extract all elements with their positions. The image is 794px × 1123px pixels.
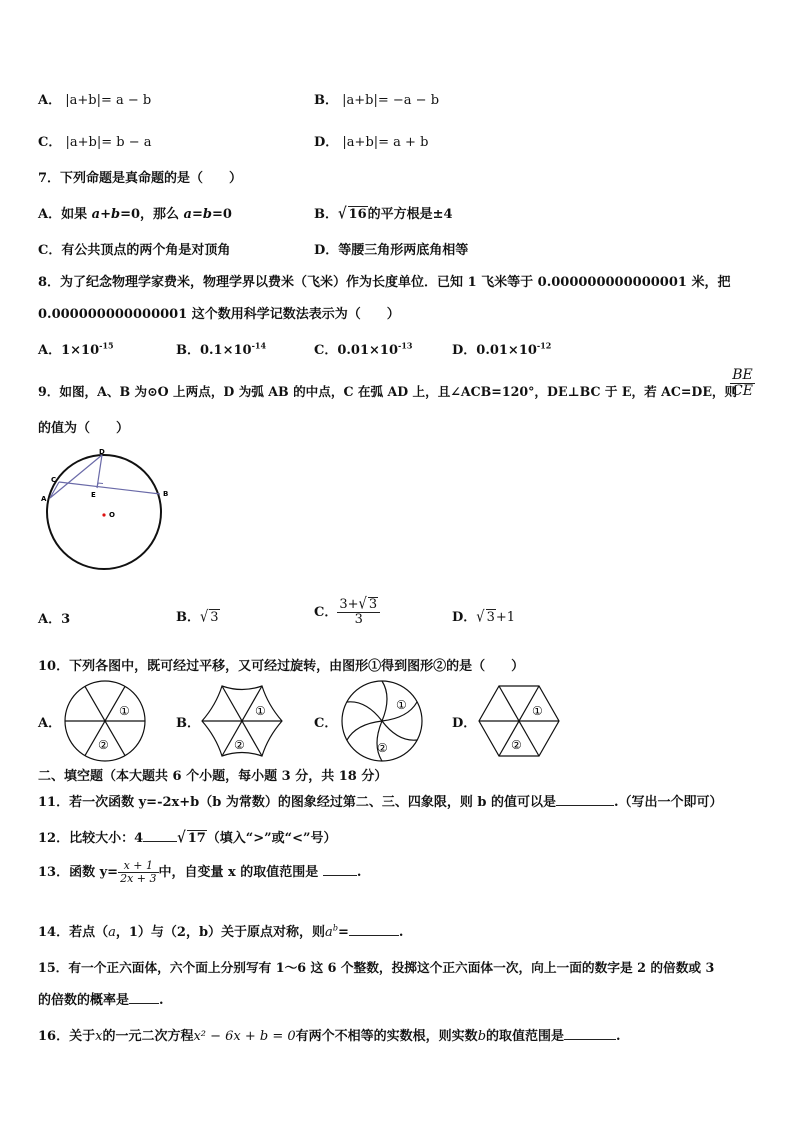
q8-option-a: A．$1\times 10^{-15}$ [38, 340, 114, 358]
answer-blank [129, 1003, 159, 1004]
q12: 12．比较大小：4 √ 17（填入“>”或“<”号） [38, 829, 337, 848]
q10-option-a-label: A． [38, 716, 62, 731]
label-d: D [99, 448, 105, 456]
mark-circled-1: ① [119, 704, 130, 718]
q11: 11．若一次函数 y=-2x+b（b 为常数）的图象经过第二、三、四象限，则 b 的值可以是 .（写出一个即可） [38, 795, 723, 810]
label-e: E [91, 491, 96, 499]
q9-option-a: A．3 [38, 612, 71, 627]
answer-blank [323, 875, 357, 876]
q7-stem: 7．下列命题是真命题的是（ ） [38, 171, 243, 186]
label-o: O [109, 511, 115, 519]
option-expression: |a+b|= b − a [65, 135, 152, 150]
segment-cb [59, 482, 160, 494]
mark-circled-2: ② [377, 741, 388, 755]
mark-circled-2: ② [234, 738, 245, 752]
q10-figure-b [200, 681, 284, 761]
circle-o [47, 455, 161, 569]
q9-stem-tail: 的值为（ ） [38, 421, 130, 436]
q13: 13．函数 y= $\frac{x + 1}{2x + 3}$ 中，自变量 x 的取值范围是 . [38, 859, 362, 886]
q10-option-b-label: B． [176, 716, 200, 731]
q8-option-c: C．$0.01\times 10^{-13}$ [314, 340, 413, 358]
option-letter: C． [38, 135, 62, 150]
radical-sign: √ [338, 205, 347, 224]
option-expression: |a+b|= a + b [342, 135, 429, 150]
option-letter: B． [314, 93, 338, 108]
option-expression: |a+b|= −a − b [342, 93, 440, 108]
mark-circled-2: ② [511, 738, 522, 752]
q8-stem-line2: 0.000000000000001 这个数用科学记数法表示为（ ） [38, 307, 400, 322]
option-letter: D． [314, 135, 339, 150]
q9-fraction: $\frac{BE}{CE}$ [732, 367, 753, 400]
q10-option-c-label: C． [314, 716, 338, 731]
answer-blank [143, 841, 177, 842]
label-b: B [163, 490, 169, 498]
mark-circled-2: ② [98, 738, 109, 752]
q6-option-d [314, 131, 428, 150]
q8-stem-line1: 8．为了纪念物理学家费米，物理学界以费米（飞米）作为长度单位．已知 1 飞米等于 0.000000000000001 米，把 [38, 275, 731, 290]
option-letter: A． [38, 93, 62, 108]
q7-option-b: B．√ 16的平方根是±4 [314, 205, 453, 224]
section-heading: 二、填空题（本大题共 6 个小题，每小题 3 分，共 18 分） [38, 769, 388, 784]
q10-stem: 10．下列各图中，既可经过平移，又可经过旋转，由图形①得到图形②的是（ ） [38, 659, 525, 674]
q9-stem: 9．如图，A、B 为⊙O 上两点，D 为弧 AB 的中点，C 在弧 AD 上，且∠ACB=120°，DE⊥BC 于 E，若 AC=DE，则 [38, 384, 738, 399]
q14: 14．若点（a，1）与（2，b）关于原点对称，则$a^b=$ . [38, 923, 404, 940]
q8-option-b: B．$0.1\times 10^{-14}$ [176, 340, 267, 358]
q15-line1: 15．有一个正六面体，六个面上分别写有 1～6 这 6 个整数，投掷这个正六面体一次，向上一面的数字是 2 的倍数或 3 [38, 960, 715, 975]
q9-option-c: C． $\frac{3+√ 3}{3}$ [314, 597, 380, 628]
q8-option-d: D．$0.01\times 10^{-12}$ [452, 340, 552, 358]
q10-figure-a [62, 679, 148, 763]
q16: 16．关于x的一元二次方程x² − 6x + b = 0有两个不相等的实数根，则实数b的取值范围是 . [38, 1029, 621, 1044]
circle-diagram [30, 445, 180, 575]
q7-option-c: C．有公共顶点的两个角是对顶角 [38, 243, 231, 258]
q7-option-d: D．等腰三角形两底角相等 [314, 243, 469, 258]
answer-blank [556, 805, 614, 806]
q9-option-b: B．√ 3 [176, 608, 219, 627]
q6-option-b [314, 89, 439, 108]
q7-option-a: A．如果 a+b=0，那么 a=b=0 [38, 207, 232, 222]
q6-option-a [38, 89, 151, 108]
mark-circled-1: ① [255, 704, 266, 718]
mark-circled-1: ① [532, 704, 543, 718]
q6-option-c [38, 131, 151, 150]
q10-figure-c [339, 679, 425, 763]
answer-blank [349, 935, 399, 936]
mark-circled-1: ① [396, 698, 407, 712]
center-point-o [102, 513, 105, 516]
option-expression: |a+b|= a − b [65, 93, 152, 108]
q15-line2: 的倍数的概率是 . [38, 993, 164, 1008]
label-c: C [51, 476, 57, 484]
q9-option-d: D．√ 3+1 [452, 608, 516, 627]
answer-blank [564, 1039, 616, 1040]
q10-option-d-label: D． [452, 716, 477, 731]
q10-figure-d [477, 681, 561, 761]
label-a: A [41, 495, 47, 503]
